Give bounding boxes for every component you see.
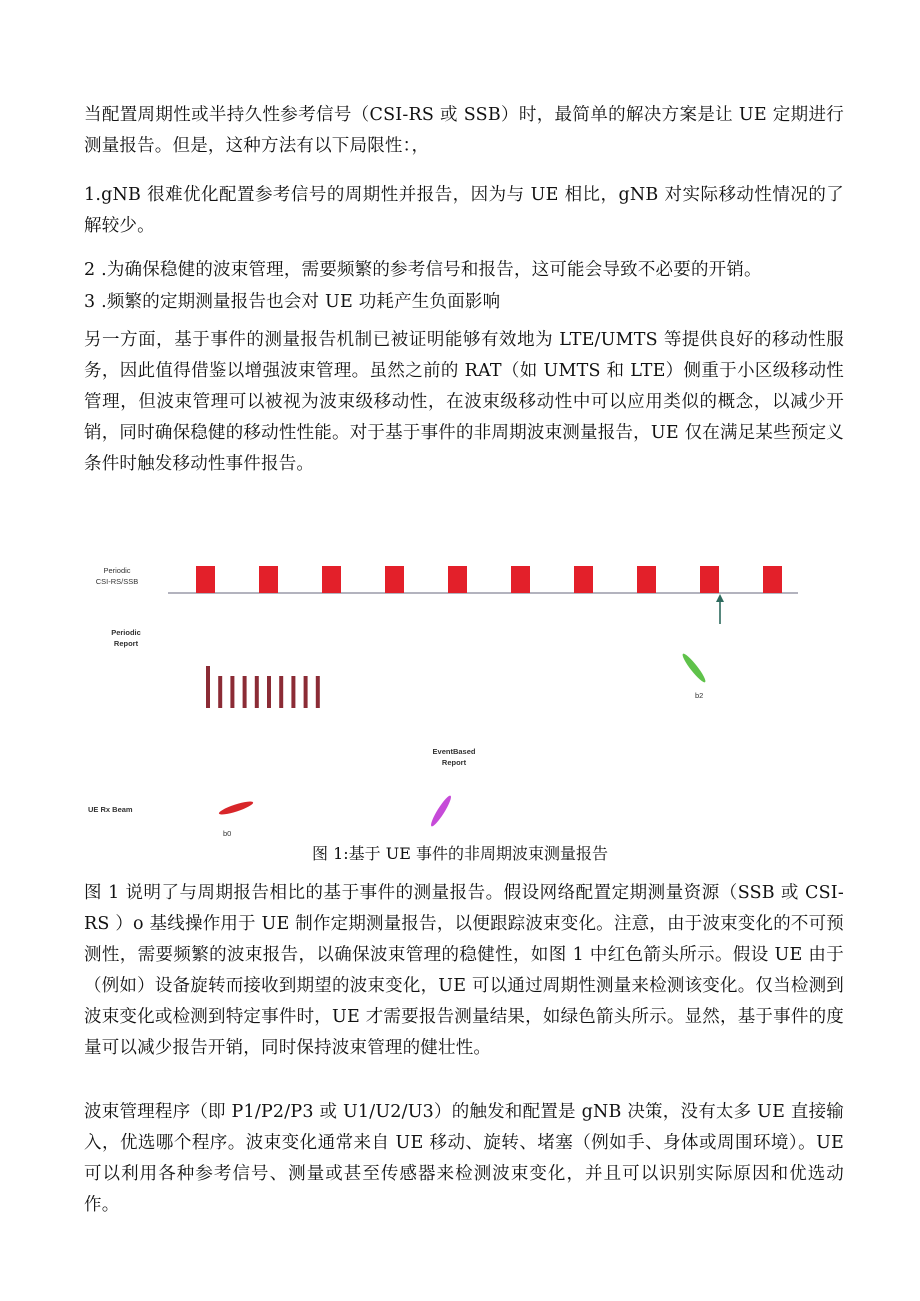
paragraph-intro: 当配置周期性或半持久性参考信号（CSI-RS 或 SSB）时，最简单的解决方案是让 UE 定期进行测量报告。但是，这种方法有以下局限性：， — [84, 105, 844, 156]
rs-block — [574, 566, 593, 593]
periodic-report-bar — [206, 666, 210, 708]
rs-block — [511, 566, 530, 593]
label-periodic-report-1: Periodic — [111, 628, 141, 637]
label-event-report-2: Report — [441, 758, 467, 767]
beam-b1-shape — [428, 794, 453, 828]
paragraph-limitation-2: 2 .为确保稳健的波束管理，需要频繁的参考信号和报告，这可能会导致不必要的开销。 — [84, 260, 762, 280]
event-report-arrow — [716, 594, 724, 624]
paragraph-event-based: 另一方面，基于事件的测量报告机制已被证明能够有效地为 LTE/UMTS 等提供良好的移动性服务，因此值得借鉴以增强波束管理。虽然之前的 RAT（如 UMTS 和 LTE）侧重于小区级移动性管理，但波束管理可以被视为波束级移动性，在波束级移动性中可以应用类似的概念，以减少开销，同时确保稳健的移动性性能。对于基于事件的非周期波束测量报告，UE 仅在满足某些预定义条件时触发移动性事件报告。 — [84, 330, 844, 474]
periodic-report-bar — [291, 676, 295, 708]
rs-block — [385, 566, 404, 593]
rs-block — [259, 566, 278, 593]
periodic-report-bar — [243, 676, 247, 708]
figure-event-based-report — [84, 548, 844, 838]
report-bar-group — [206, 666, 320, 708]
paragraph-beam-management: 波束管理程序（即 P1/P2/P3 或 U1/U2/U3）的触发和配置是 gNB 决策，没有太多 UE 直接输入，优选哪个程序。波束变化通常来自 UE 移动、旋转、堵塞（例如手、身体或周围环境）。UE 可以利用各种参考信号、测量或甚至传感器来检测波束变化，并且可以识别实际原因和优选动作。 — [84, 1102, 844, 1215]
label-periodic-report-2: Report — [113, 639, 139, 648]
label-periodic-rs-2: CSI-RS/SSB — [95, 577, 139, 586]
periodic-report-bar — [230, 676, 234, 708]
rs-block — [637, 566, 656, 593]
label-beam-b2: b2 — [695, 691, 704, 700]
paragraph-limitation-1: 1.gNB 很难优化配置参考信号的周期性并报告，因为与 UE 相比，gNB 对实际移动性情况的了解较少。 — [84, 185, 844, 236]
figure-caption: 图 1:基于 UE 事件的非周期波束测量报告 — [312, 844, 608, 863]
periodic-report-bar — [279, 676, 283, 708]
rs-block — [196, 566, 215, 593]
periodic-report-bar — [218, 676, 222, 708]
beam-b0-shape — [218, 799, 254, 817]
paragraph-limitation-3: 3 .频繁的定期测量报告也会对 UE 功耗产生负面影响 — [84, 292, 501, 312]
label-event-report-1: EventBased — [432, 747, 476, 756]
rs-block — [322, 566, 341, 593]
periodic-report-bar — [304, 676, 308, 708]
periodic-report-bar — [267, 676, 271, 708]
rs-block — [763, 566, 782, 593]
label-periodic-rs-1: Periodic — [103, 566, 131, 575]
rs-block-group — [196, 566, 782, 593]
beam-b2-shape — [680, 652, 708, 685]
rs-block — [700, 566, 719, 593]
rs-block — [448, 566, 467, 593]
label-beam-b0: b0 — [223, 829, 232, 838]
periodic-report-bar — [255, 676, 259, 708]
label-ue-rx-beam: UE Rx Beam — [88, 805, 133, 814]
figure-diagram — [84, 548, 844, 838]
periodic-report-bar — [316, 676, 320, 708]
paragraph-figure-explanation: 图 1 说明了与周期报告相比的基于事件的测量报告。假设网络配置定期测量资源（SSB 或 CSI-RS ）o 基线操作用于 UE 制作定期测量报告，以便跟踪波束变化。注意，由于波束变化的不可预测性，需要频繁的波束报告，以确保波束管理的稳健性，如图 1 中红色箭头所示。假设 UE 由于（例如）设备旋转而接收到期望的波束变化，UE 可以通过周期性测量来检测该变化。仅当检测到波束变化或检测到特定事件时，UE 才需要报告测量结果，如绿色箭头所示。显然，基于事件的度量可以减少报告开销，同时保持波束管理的健壮性。 — [84, 883, 844, 1058]
